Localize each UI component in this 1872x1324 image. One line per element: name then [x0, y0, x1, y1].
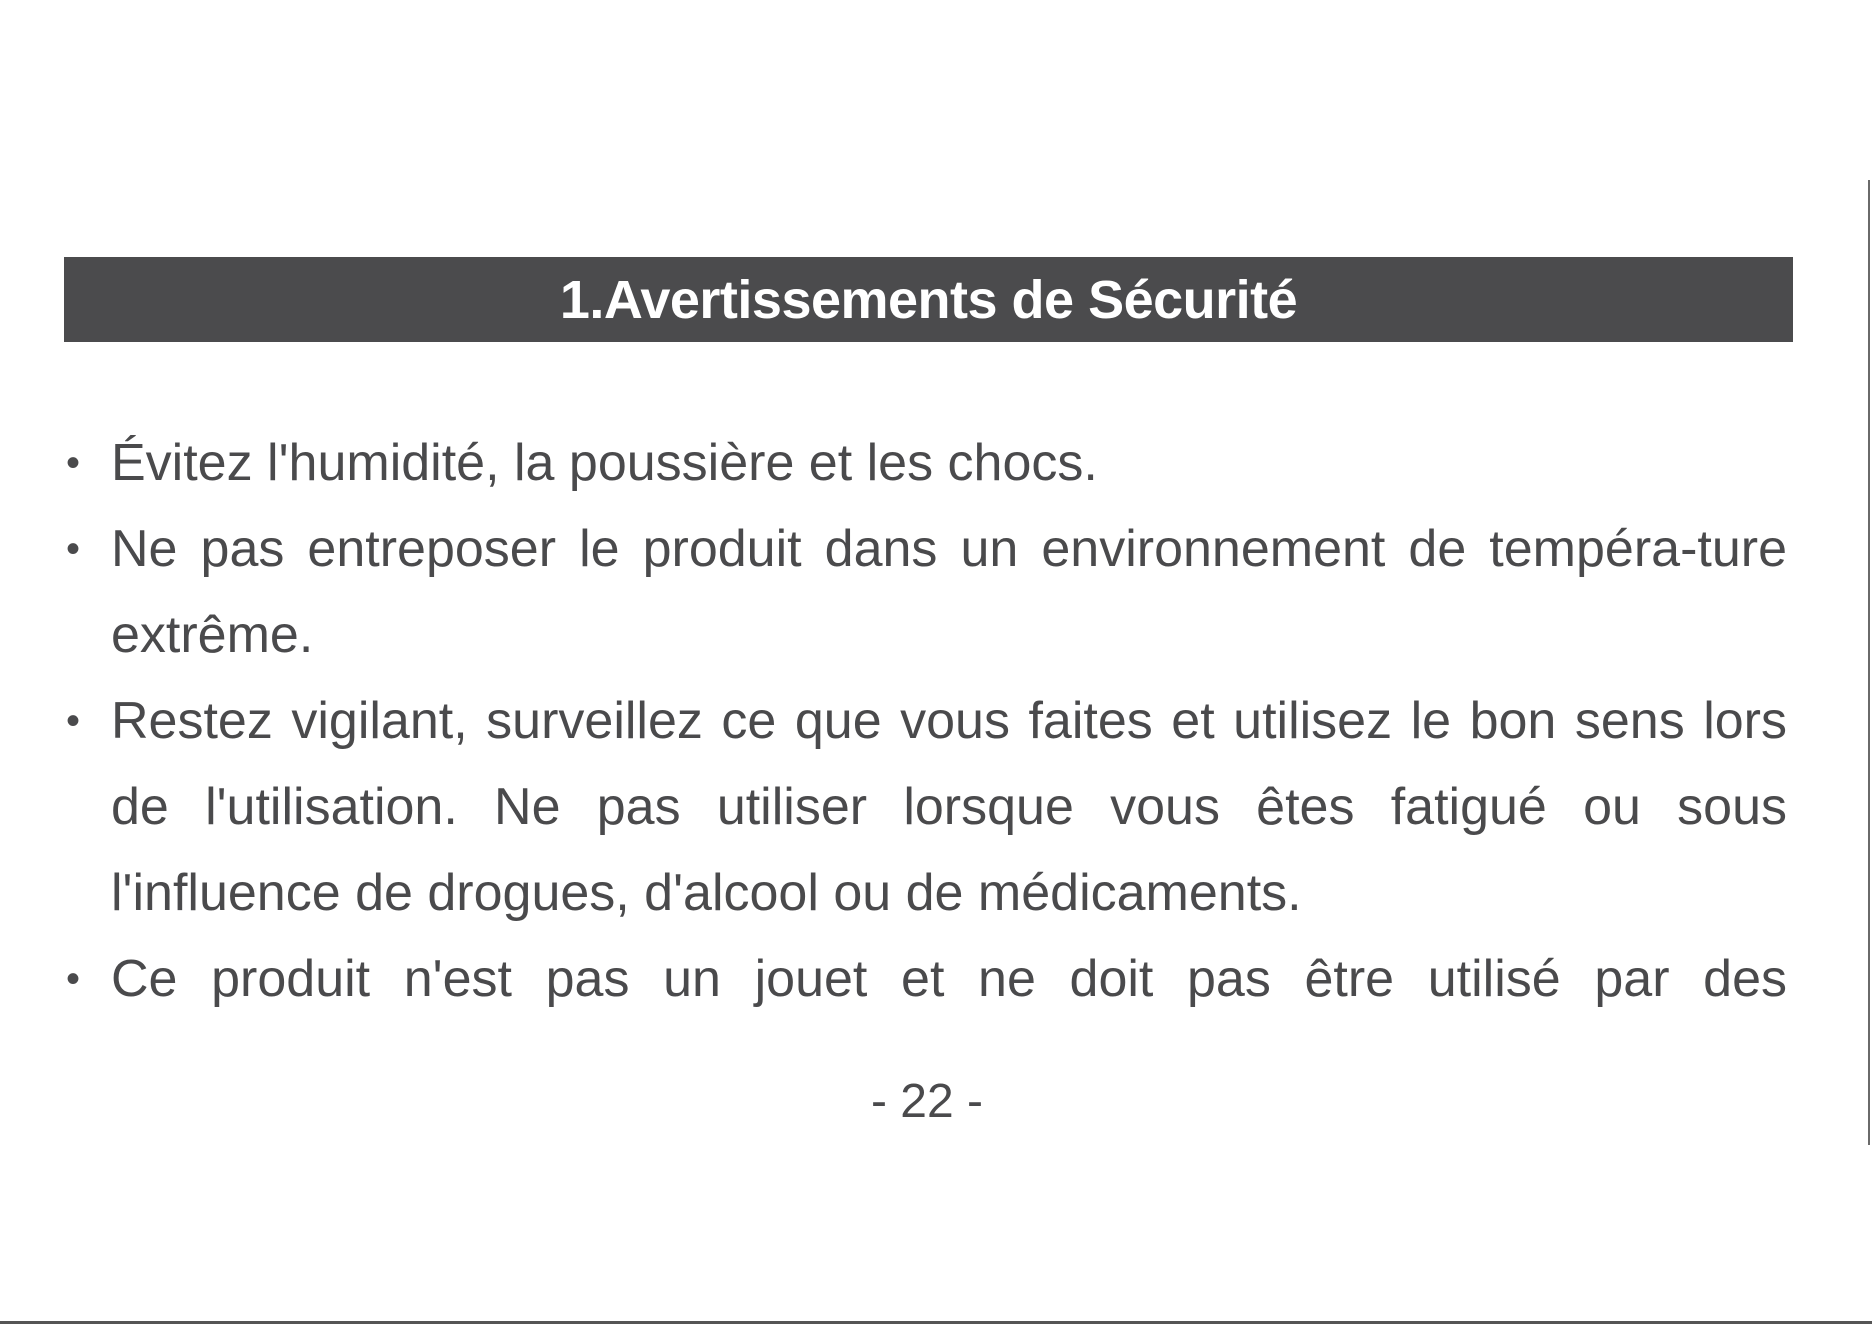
list-item — [64, 506, 1787, 678]
bullet-icon: • — [66, 957, 81, 1001]
bullet-icon: • — [66, 441, 81, 485]
list-item — [64, 420, 1787, 506]
list-item-text: Ce produit n'est pas un jouet et ne doit pas être utilisé par des — [111, 950, 1787, 1008]
section-header-bar — [64, 257, 1793, 342]
list-item-text: Évitez l'humidité, la poussière et les chocs. — [111, 434, 1098, 492]
list-item-text: Ne pas entreposer le produit dans un environnement de tempéra-ture extrême. — [111, 520, 1787, 664]
safety-warning-list — [64, 420, 1787, 1022]
page-number: - 22 - — [870, 1075, 984, 1128]
section-title: 1.Avertissements de Sécurité — [559, 269, 1298, 330]
list-item — [64, 678, 1787, 936]
list-item-text: Restez vigilant, surveillez ce que vous faites et utilisez le bon sens lors de l'utilisation. Ne pas utiliser lorsque vous êtes fatigué ou sous l'influence de drogues, d'alcool ou de médicaments. — [111, 692, 1787, 922]
bullet-icon: • — [66, 699, 81, 743]
bullet-icon: • — [66, 527, 81, 571]
page-edge-divider — [1868, 180, 1870, 1145]
list-item — [64, 936, 1787, 1022]
